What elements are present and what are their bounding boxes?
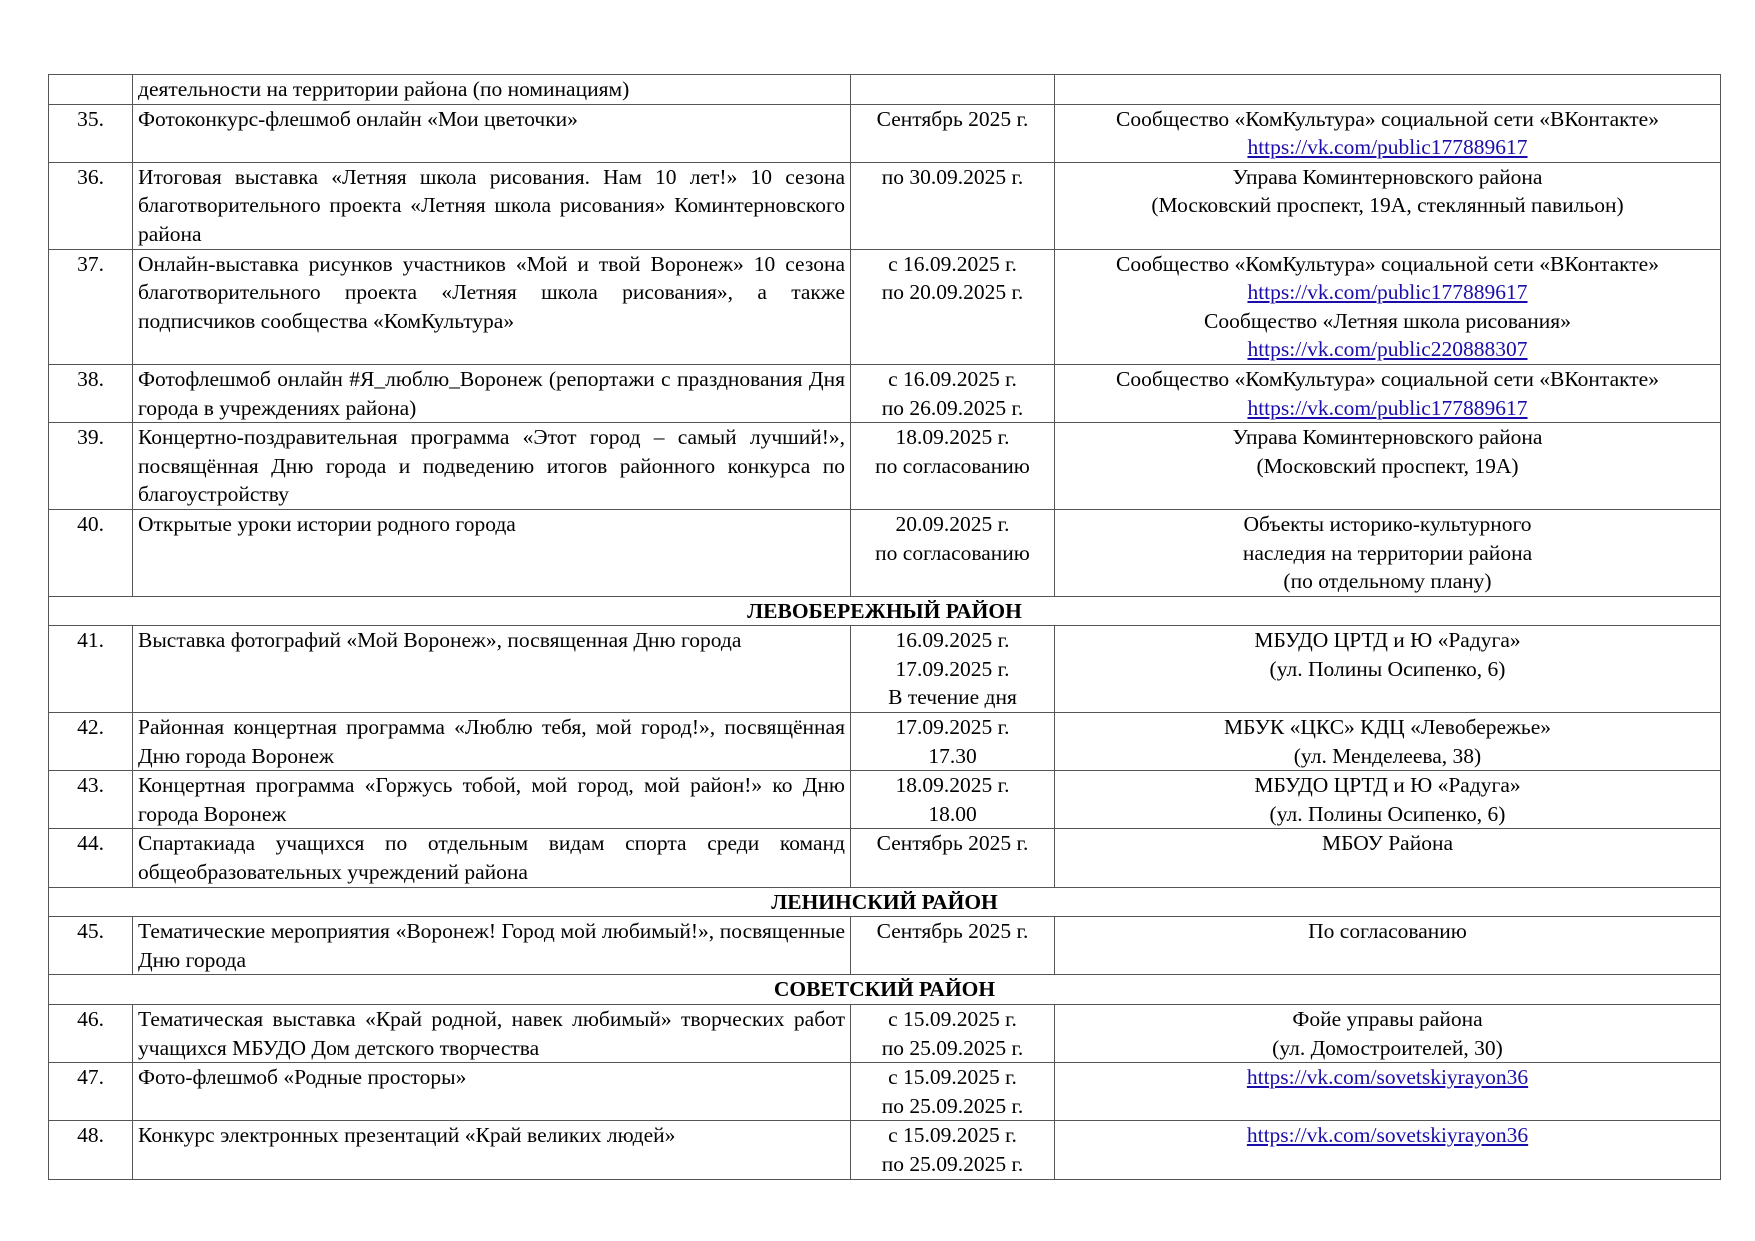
- event-date: [851, 75, 1055, 105]
- row-number: 42.: [49, 713, 133, 771]
- table-row: [49, 75, 1721, 105]
- place-line: (ул. Домостроителей, 30): [1272, 1035, 1503, 1060]
- table-row: [49, 104, 1721, 162]
- place-line: МБУДО ЦРТД и Ю «Радуга»: [1254, 628, 1521, 653]
- event-name: Концертная программа «Горжусь тобой, мой город, мой район!» ко Дню города Воронеж: [133, 771, 851, 829]
- date-line: Сентябрь 2025 г.: [876, 106, 1029, 131]
- event-name: Тематические мероприятия «Воронеж! Город мой любимый!», посвященные Дню города: [133, 917, 851, 975]
- date-line: В течение дня: [888, 685, 1017, 710]
- row-number: 36.: [49, 162, 133, 249]
- date-line: по 25.09.2025 г.: [881, 1093, 1024, 1118]
- event-name: Выставка фотографий «Мой Воронеж», посвященная Дню города: [133, 626, 851, 713]
- event-date: [851, 162, 1055, 249]
- row-number: 43.: [49, 771, 133, 829]
- vk-link[interactable]: https://vk.com/public220888307: [1247, 337, 1528, 362]
- table-row: [49, 1121, 1721, 1179]
- table-row: [49, 364, 1721, 422]
- event-date: [851, 509, 1055, 596]
- row-number: 41.: [49, 626, 133, 713]
- event-place: [1055, 104, 1721, 162]
- date-line: с 16.09.2025 г.: [888, 251, 1017, 276]
- date-line: по 25.09.2025 г.: [881, 1151, 1024, 1176]
- event-date: [851, 1005, 1055, 1063]
- event-name: Районная концертная программа «Люблю тебя, мой город!», посвящённая Дню города Воронеж: [133, 713, 851, 771]
- table-row: [49, 771, 1721, 829]
- date-line: 16.09.2025 г.: [895, 628, 1010, 653]
- event-place: [1055, 1005, 1721, 1063]
- event-date: [851, 713, 1055, 771]
- event-place: [1055, 626, 1721, 713]
- place-line: Сообщество «КомКультура» социальной сети «ВКонтакте»: [1116, 366, 1659, 391]
- event-place: [1055, 1063, 1721, 1121]
- vk-link[interactable]: https://vk.com/public177889617: [1247, 280, 1528, 305]
- row-number: 45.: [49, 917, 133, 975]
- event-date: [851, 1121, 1055, 1179]
- row-number: 48.: [49, 1121, 133, 1179]
- date-line: с 15.09.2025 г.: [888, 1123, 1017, 1148]
- event-date: [851, 917, 1055, 975]
- section-title: ЛЕНИНСКИЙ РАЙОН: [49, 887, 1721, 917]
- place-link-line: [1060, 278, 1715, 307]
- event-date: [851, 423, 1055, 510]
- table-row: [49, 713, 1721, 771]
- vk-link[interactable]: https://vk.com/sovetskiyrayon36: [1246, 1123, 1529, 1148]
- place-line: (Московский проспект, 19А, стеклянный павильон): [1151, 193, 1624, 218]
- date-line: Сентябрь 2025 г.: [876, 919, 1029, 944]
- row-number: 39.: [49, 423, 133, 510]
- date-line: 20.09.2025 г.: [895, 511, 1010, 536]
- event-place: [1055, 917, 1721, 975]
- event-date: [851, 771, 1055, 829]
- event-place: [1055, 162, 1721, 249]
- event-place: [1055, 364, 1721, 422]
- event-name: Фотоконкурс-флешмоб онлайн «Мои цветочки»: [133, 104, 851, 162]
- date-line: с 16.09.2025 г.: [888, 366, 1017, 391]
- event-name: деятельности на территории района (по номинациям): [133, 75, 851, 105]
- table-row: [49, 423, 1721, 510]
- date-line: по 30.09.2025 г.: [881, 164, 1024, 189]
- place-line: (ул. Полины Осипенко, 6): [1269, 801, 1506, 826]
- event-date: [851, 1063, 1055, 1121]
- place-line: Сообщество «КомКультура» социальной сети «ВКонтакте»: [1116, 251, 1659, 276]
- place-link-line: [1060, 1063, 1715, 1092]
- place-link-line: [1060, 133, 1715, 162]
- event-place: [1055, 249, 1721, 364]
- event-place: [1055, 771, 1721, 829]
- date-line: по согласованию: [875, 540, 1030, 565]
- place-line: Управа Коминтерновского района: [1232, 425, 1543, 450]
- event-date: [851, 104, 1055, 162]
- place-link-line: [1060, 1121, 1715, 1150]
- date-line: Сентябрь 2025 г.: [876, 831, 1029, 856]
- place-line: МБУДО ЦРТД и Ю «Радуга»: [1254, 773, 1521, 798]
- event-place: [1055, 1121, 1721, 1179]
- place-line: Управа Коминтерновского района: [1232, 164, 1543, 189]
- place-line: (ул. Менделеева, 38): [1293, 743, 1482, 768]
- table-row: [49, 1005, 1721, 1063]
- section-row: [49, 887, 1721, 917]
- place-line: Сообщество «Летняя школа рисования»: [1204, 308, 1571, 333]
- event-name: Итоговая выставка «Летняя школа рисования. Нам 10 лет!» 10 сезона благотворительного проекта «Летняя школа рисования» Коминтерновского района: [133, 162, 851, 249]
- table-row: [49, 829, 1721, 887]
- date-line: 18.09.2025 г.: [895, 773, 1010, 798]
- table-row: [49, 509, 1721, 596]
- place-line: (Московский проспект, 19А): [1256, 453, 1519, 478]
- vk-link[interactable]: https://vk.com/public177889617: [1247, 135, 1528, 160]
- date-line: с 15.09.2025 г.: [888, 1065, 1017, 1090]
- place-line: По согласованию: [1308, 919, 1467, 944]
- row-number: 38.: [49, 364, 133, 422]
- date-line: по 26.09.2025 г.: [881, 395, 1024, 420]
- events-table-body: [49, 75, 1721, 1180]
- event-place: [1055, 829, 1721, 887]
- event-date: [851, 364, 1055, 422]
- event-name: Концертно-поздравительная программа «Этот город – самый лучший!», посвящённая Дню города и подведению итогов районного конкурса по благоустройству: [133, 423, 851, 510]
- event-place: [1055, 509, 1721, 596]
- date-line: 17.30: [928, 743, 977, 768]
- event-date: [851, 626, 1055, 713]
- table-row: [49, 917, 1721, 975]
- place-line: МБУК «ЦКС» КДЦ «Левобережье»: [1223, 715, 1552, 740]
- table-row: [49, 162, 1721, 249]
- section-row: [49, 596, 1721, 626]
- table-row: [49, 249, 1721, 364]
- event-place: [1055, 423, 1721, 510]
- date-line: с 15.09.2025 г.: [888, 1007, 1017, 1031]
- date-line: 17.09.2025 г.: [895, 715, 1010, 740]
- event-name: Открытые уроки истории родного города: [133, 509, 851, 596]
- date-line: по 25.09.2025 г.: [881, 1035, 1024, 1060]
- date-line: по 20.09.2025 г.: [881, 280, 1024, 305]
- event-name: Тематическая выставка «Край родной, навек любимый» творческих работ учащихся МБУДО Дом детского творчества: [133, 1005, 851, 1063]
- row-number: 47.: [49, 1063, 133, 1121]
- vk-link[interactable]: https://vk.com/sovetskiyrayon36: [1246, 1065, 1529, 1090]
- place-line: (по отдельному плану): [1283, 569, 1492, 594]
- event-date: [851, 829, 1055, 887]
- events-table: [48, 74, 1721, 1180]
- table-row: [49, 1063, 1721, 1121]
- table-row: [49, 626, 1721, 713]
- event-name: Конкурс электронных презентаций «Край великих людей»: [133, 1121, 851, 1179]
- row-number: 44.: [49, 829, 133, 887]
- vk-link[interactable]: https://vk.com/public177889617: [1247, 395, 1528, 420]
- place-link-line: [1060, 394, 1715, 423]
- place-line: наследия на территории района: [1242, 540, 1533, 565]
- place-line: МБОУ Района: [1321, 831, 1454, 856]
- section-title: СОВЕТСКИЙ РАЙОН: [49, 975, 1721, 1005]
- event-name: Онлайн-выставка рисунков участников «Мой и твой Воронеж» 10 сезона благотворительного проекта «Летняя школа рисования», а также подписчиков сообщества «КомКультура»: [133, 249, 851, 364]
- row-number: 40.: [49, 509, 133, 596]
- date-line: 18.00: [928, 801, 977, 826]
- date-line: по согласованию: [875, 453, 1030, 478]
- date-line: 17.09.2025 г.: [895, 656, 1010, 681]
- place-line: (ул. Полины Осипенко, 6): [1269, 656, 1506, 681]
- section-row: [49, 975, 1721, 1005]
- event-name: Фотофлешмоб онлайн #Я_люблю_Воронеж (репортажи с празднования Дня города в учреждениях района): [133, 364, 851, 422]
- row-number: 35.: [49, 104, 133, 162]
- event-place: [1055, 75, 1721, 105]
- event-name: Спартакиада учащихся по отдельным видам спорта среди команд общеобразовательных учреждений района: [133, 829, 851, 887]
- row-number: [49, 75, 133, 105]
- place-link-line: [1060, 335, 1715, 364]
- event-place: [1055, 713, 1721, 771]
- event-name: Фото-флешмоб «Родные просторы»: [133, 1063, 851, 1121]
- event-date: [851, 249, 1055, 364]
- place-line: Объекты историко-культурного: [1243, 511, 1532, 536]
- place-line: Сообщество «КомКультура» социальной сети «ВКонтакте»: [1116, 106, 1659, 131]
- date-line: 18.09.2025 г.: [895, 425, 1010, 450]
- row-number: 46.: [49, 1005, 133, 1063]
- section-title: ЛЕВОБЕРЕЖНЫЙ РАЙОН: [49, 596, 1721, 626]
- row-number: 37.: [49, 249, 133, 364]
- place-line: Фойе управы района: [1292, 1007, 1483, 1031]
